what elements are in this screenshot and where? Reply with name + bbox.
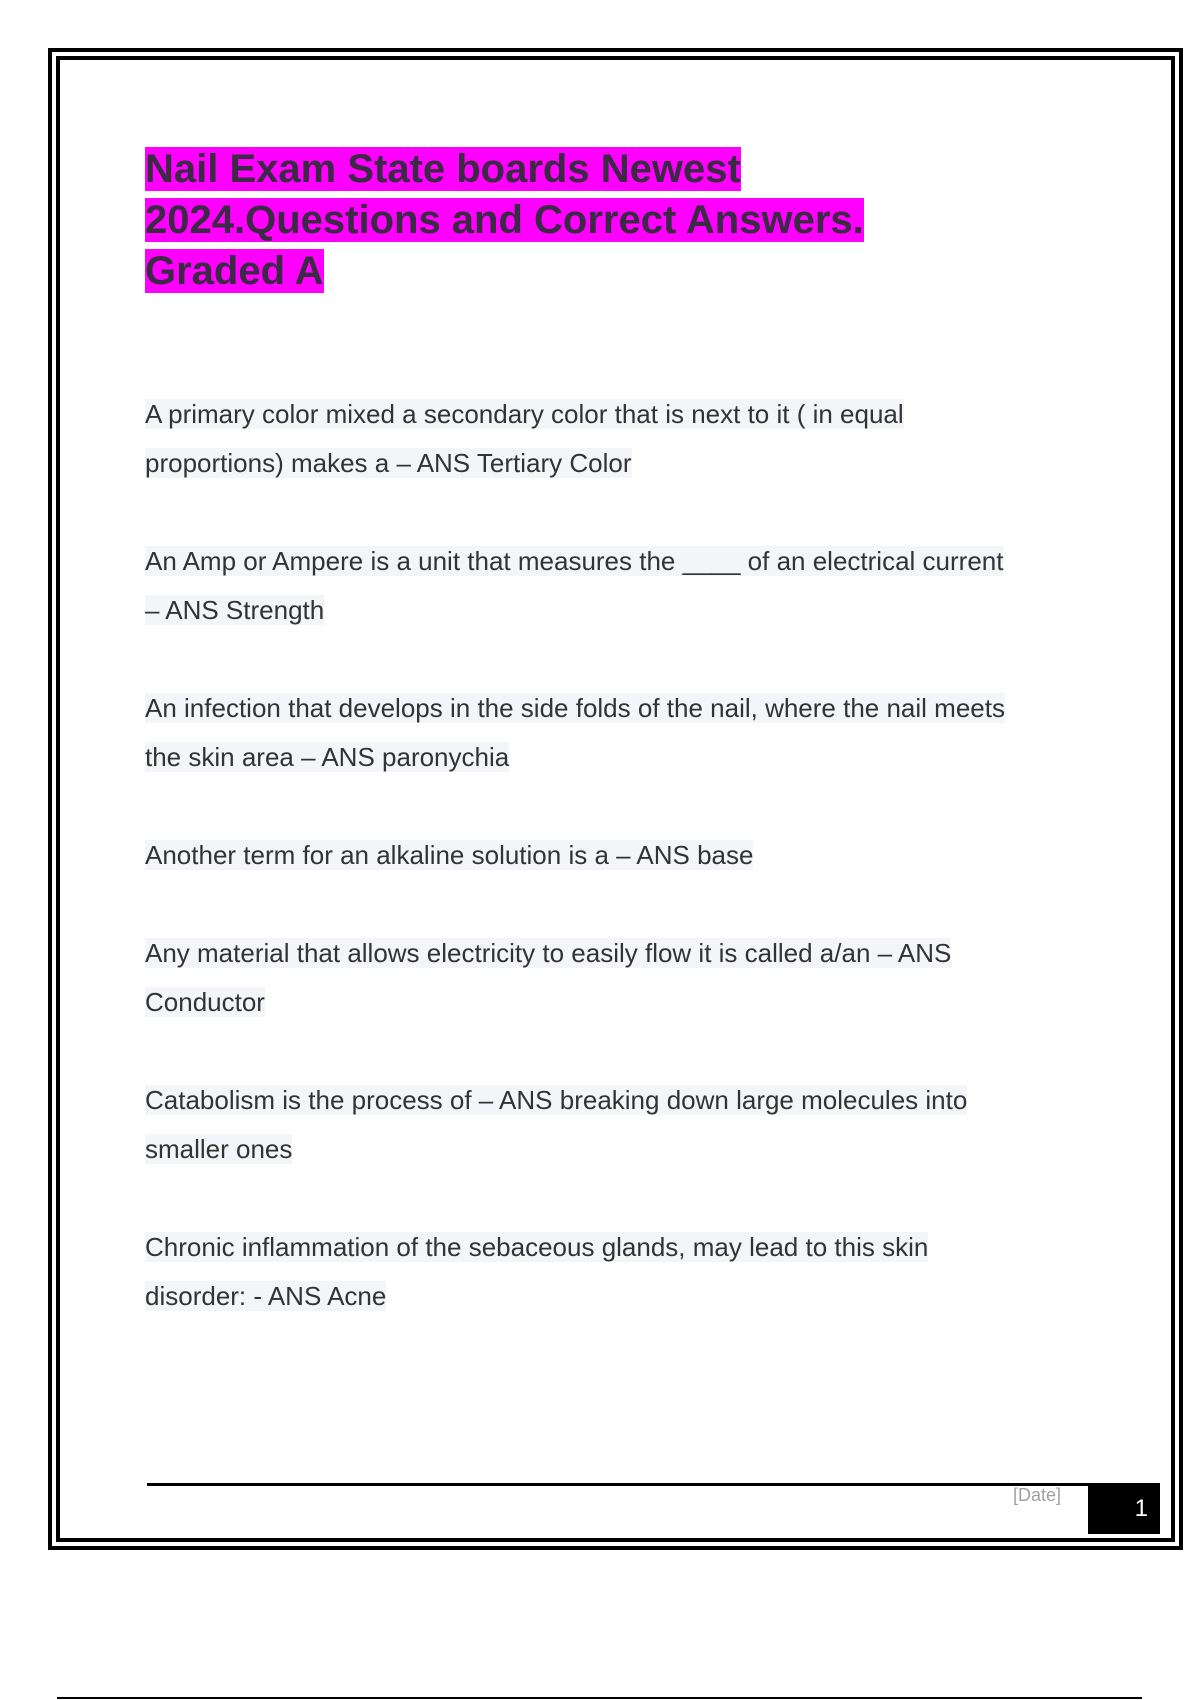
qa-line: Catabolism is the process of – ANS breaking down large molecules into [145,1085,968,1115]
qa-line: proportions) makes a – ANS Tertiary Color [145,448,632,478]
qa-item [145,1223,1085,1321]
qa-line: smaller ones [145,1134,293,1164]
qa-line: the skin area – ANS paronychia [145,742,510,772]
qa-line: Chronic inflammation of the sebaceous glands, may lead to this skin [145,1232,929,1262]
qa-line: An Amp or Ampere is a unit that measures the ____ of an electrical current [145,546,1004,576]
page-number-box [1088,1483,1160,1534]
title-line: Nail Exam State boards Newest [145,147,741,191]
page-number: 1 [1134,1495,1148,1522]
qa-line: An infection that develops in the side folds of the nail, where the nail meets [145,693,1005,723]
qa-line: A primary color mixed a secondary color that is next to it ( in equal [145,399,904,429]
qa-item [145,929,1085,1027]
document-title [145,144,1085,297]
qa-item [145,537,1085,635]
qa-line: Any material that allows electricity to easily flow it is called a/an – ANS [145,938,952,968]
footer-divider [147,1483,1091,1486]
next-page-edge [57,1697,1142,1699]
qa-item [145,390,1085,488]
qa-list [145,390,1085,1321]
document-body [145,144,1085,1370]
title-line: Graded A [145,249,324,293]
title-line: 2024.Questions and Correct Answers. [145,198,864,242]
qa-item [145,831,1085,880]
footer-date: [Date] [1013,1485,1062,1505]
qa-line: disorder: - ANS Acne [145,1281,387,1311]
qa-item [145,1076,1085,1174]
qa-item [145,684,1085,782]
qa-line: – ANS Strength [145,595,325,625]
qa-line: Conductor [145,987,265,1017]
qa-line: Another term for an alkaline solution is a – ANS base [145,840,754,870]
